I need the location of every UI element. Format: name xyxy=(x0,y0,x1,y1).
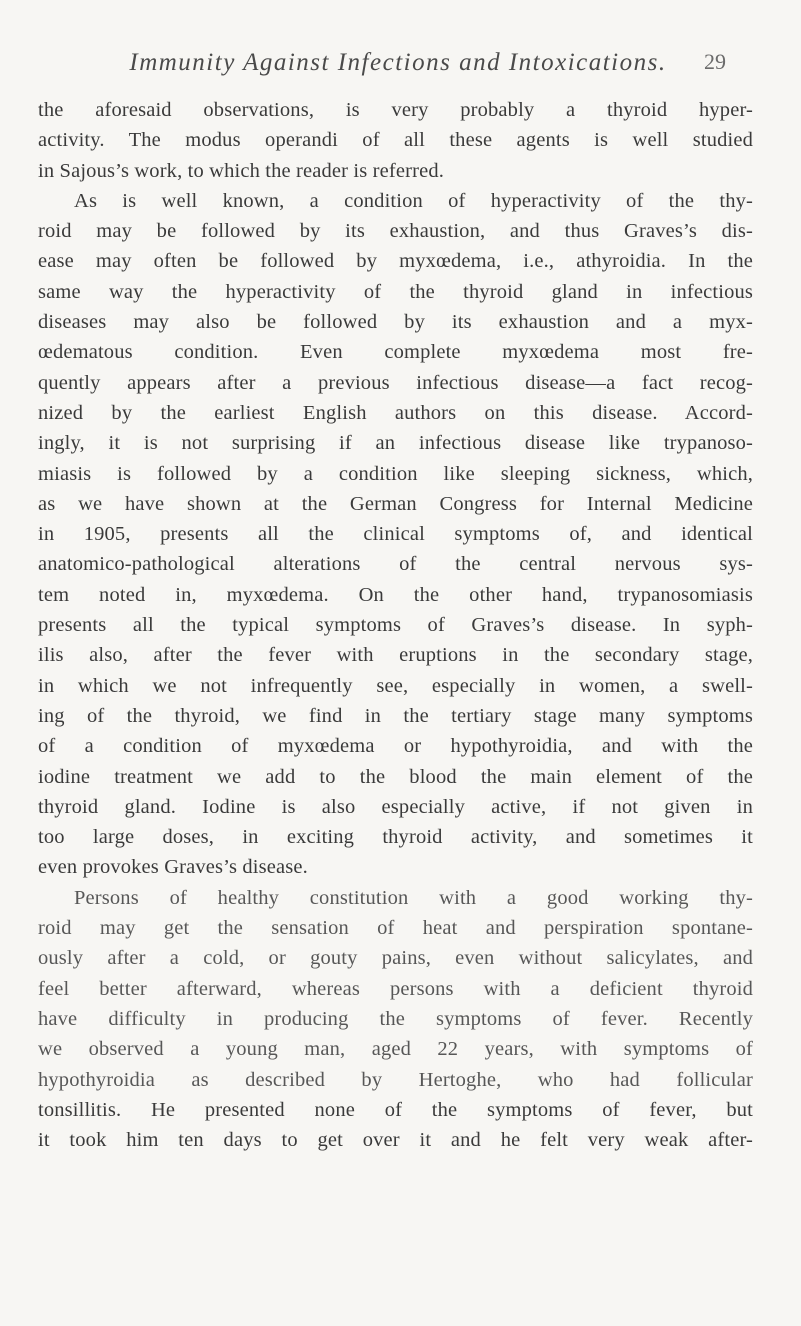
text-line: roid may get the sensation of heat and perspiration spontane- xyxy=(38,917,753,940)
text-line: ing of the thyroid, we find in the tertiary stage many symptoms xyxy=(38,704,753,727)
text-line: tem noted in, myxœdema. On the other hand, trypanosomiasis xyxy=(38,583,753,606)
text-line: the aforesaid observations, is very probably a thyroid hyper- xyxy=(38,99,753,121)
text-line: as we have shown at the German Congress for Internal Medicine xyxy=(38,492,753,515)
text-line: in Sajous’s work, to which the reader is referred. xyxy=(38,159,444,182)
text-line: we observed a young man, aged 22 years, with symptoms of xyxy=(38,1038,753,1061)
text-line: feel better afterward, whereas persons with a deficient thyroid xyxy=(38,977,753,1000)
text-line: presents all the typical symptoms of Graves’s disease. In syph- xyxy=(38,614,753,637)
text-line: ingly, it is not surprising if an infectious disease like trypanoso- xyxy=(38,432,753,455)
text-line: activity. The modus operandi of all these agents is well studied xyxy=(38,129,753,152)
text-line: have difficulty in producing the symptoms of fever. Recently xyxy=(38,1007,753,1030)
text-line: same way the hyperactivity of the thyroid gland in infectious xyxy=(38,280,753,303)
text-line: Persons of healthy constitution with a good working thy- xyxy=(74,886,753,909)
text-line: hypothyroidia as described by Hertoghe, who had follicular xyxy=(38,1068,753,1091)
text-line: of a condition of myxœdema or hypothyroidia, and with the xyxy=(38,735,753,758)
body-text xyxy=(38,95,753,1155)
text-line: nized by the earliest English authors on this disease. Accord- xyxy=(38,401,753,424)
text-line: in 1905, presents all the clinical symptoms of, and identical xyxy=(38,523,753,546)
text-line: ilis also, after the fever with eruptions in the secondary stage, xyxy=(38,644,753,667)
running-head: Immunity Against Infections and Intoxications. xyxy=(129,49,667,76)
text-line: miasis is followed by a condition like sleeping sickness, which, xyxy=(38,462,753,485)
text-line: As is well known, a condition of hyperactivity of the thy- xyxy=(74,189,753,212)
text-line: tonsillitis. He presented none of the symptoms of fever, but xyxy=(38,1098,753,1121)
text-line: ously after a cold, or gouty pains, even without salicylates, and xyxy=(38,947,753,970)
text-line: thyroid gland. Iodine is also especially active, if not given in xyxy=(38,795,753,818)
page-number: 29 xyxy=(704,49,726,74)
text-line: roid may be followed by its exhaustion, and thus Graves’s dis- xyxy=(38,220,753,243)
text-line: too large doses, in exciting thyroid activity, and sometimes it xyxy=(38,826,753,849)
text-line: diseases may also be followed by its exhaustion and a myx- xyxy=(38,311,753,334)
text-line: even provokes Graves’s disease. xyxy=(38,856,308,879)
text-line: anatomico-pathological alterations of the central nervous sys- xyxy=(38,553,753,576)
text-line: iodine treatment we add to the blood the main element of the xyxy=(38,765,753,788)
text-line: ease may often be followed by myxœdema, i.e., athyroidia. In the xyxy=(38,250,753,273)
text-line: in which we not infrequently see, especially in women, a swell- xyxy=(38,674,753,697)
text-line: it took him ten days to get over it and he felt very weak after- xyxy=(38,1129,753,1152)
text-line: quently appears after a previous infectious disease—a fact recog- xyxy=(38,371,753,394)
text-line: œdematous condition. Even complete myxœdema most fre- xyxy=(38,341,753,364)
